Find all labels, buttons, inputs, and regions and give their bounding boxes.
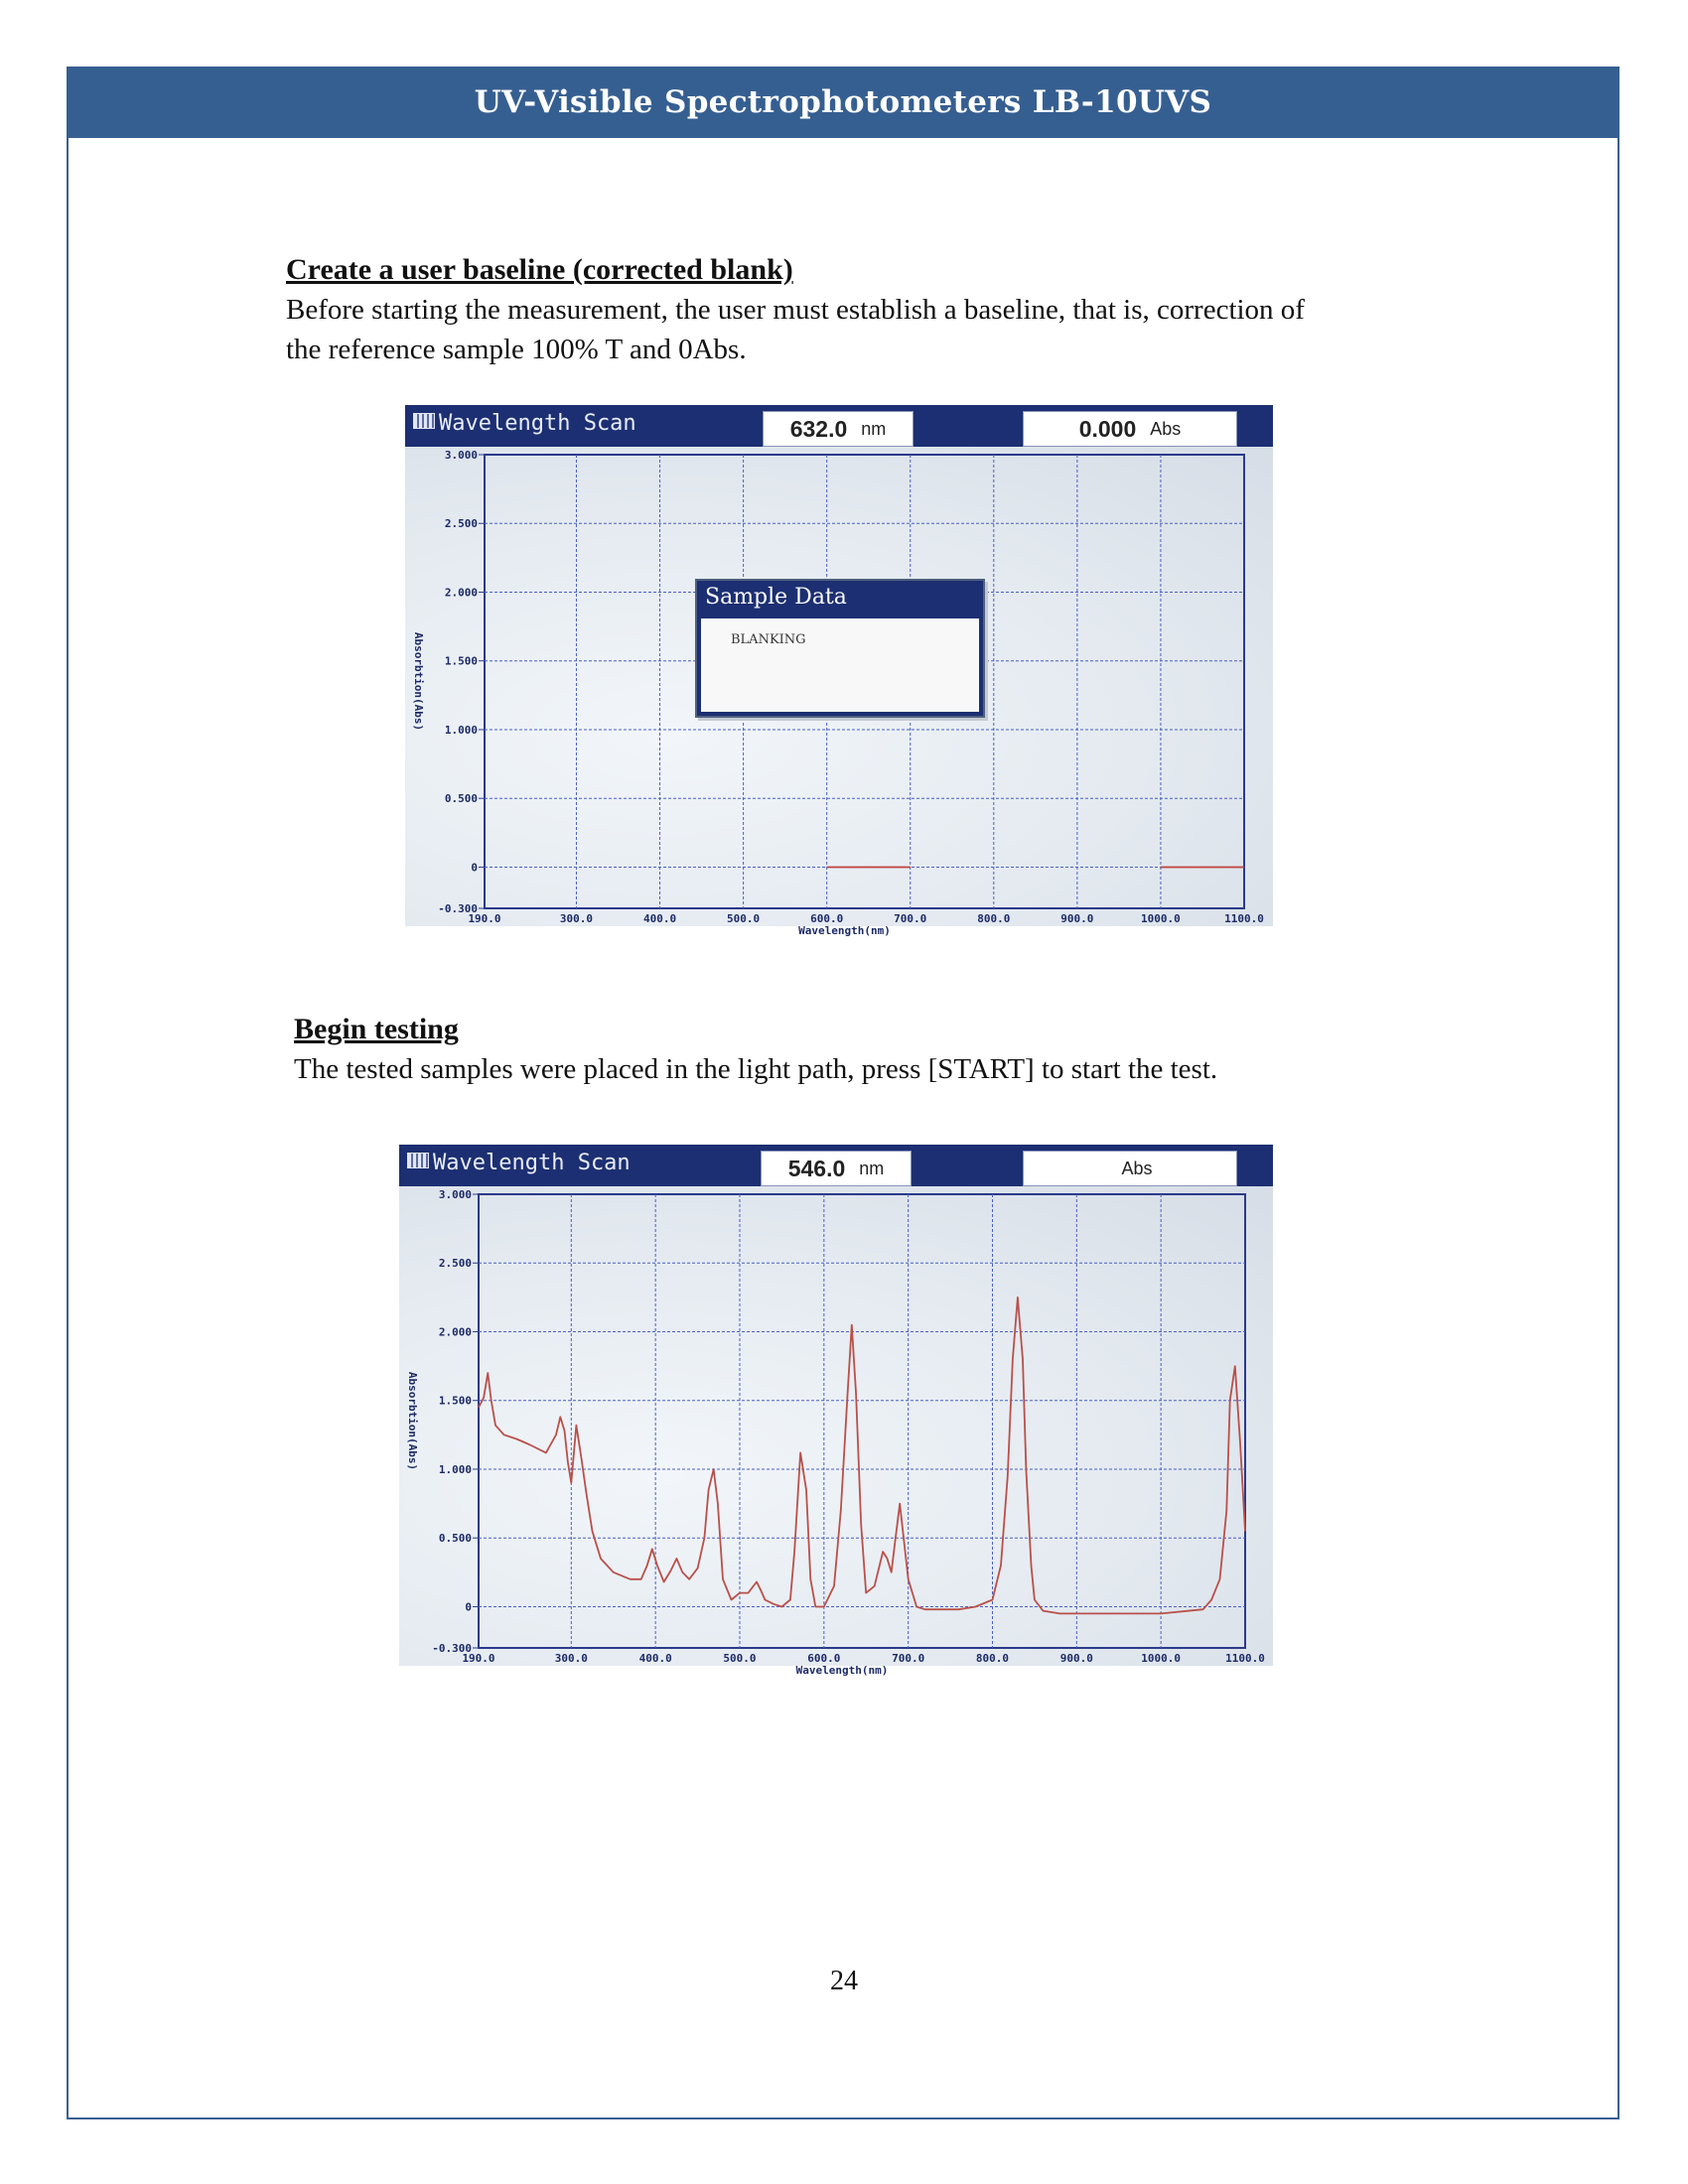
- y-tick-label: 0.500: [438, 1532, 472, 1546]
- x-axis-label: Wavelength(nm): [795, 1664, 889, 1677]
- x-tick-label: 900.0: [1060, 912, 1094, 925]
- section-testing-text: [294, 1049, 1217, 1089]
- dialog-body: [701, 618, 979, 712]
- y-tick-label: 2.000: [444, 586, 478, 600]
- y-tick-label: 0: [471, 861, 478, 875]
- x-tick-label: 400.0: [638, 1652, 672, 1665]
- x-tick-label: 1100.0: [1224, 912, 1264, 925]
- section-baseline-text: [286, 290, 1305, 369]
- dialog-status-text: BLANKING: [731, 632, 806, 647]
- screen-title-bar: [405, 405, 1273, 447]
- x-tick-label: 1000.0: [1141, 912, 1181, 925]
- window-title: Wavelength Scan: [413, 411, 636, 436]
- wavelength-value: 546.0: [787, 1155, 846, 1181]
- x-tick-label: 600.0: [810, 912, 844, 925]
- x-tick-label: 190.0: [462, 1652, 495, 1665]
- x-tick-label: 900.0: [1059, 1652, 1093, 1665]
- x-tick-label: 400.0: [642, 912, 677, 925]
- x-tick-label: 500.0: [727, 912, 761, 925]
- wavelength-scan-screen-baseline: [405, 405, 1273, 937]
- keyboard-icon: [413, 413, 435, 429]
- sample-data-dialog: [695, 579, 985, 718]
- x-tick-label: 500.0: [723, 1652, 757, 1665]
- screen-title-bar: [399, 1145, 1273, 1186]
- wavelength-value: 632.0: [789, 415, 848, 442]
- wavelength-readout: [761, 1151, 912, 1186]
- x-tick-label: 700.0: [894, 912, 927, 925]
- paragraph-line: the reference sample 100% T and 0Abs.: [286, 334, 747, 365]
- absorbance-unit: Abs: [1121, 1158, 1153, 1178]
- y-axis-label: Absorbtion(Abs): [406, 1371, 419, 1471]
- dialog-title: Sample Data: [705, 585, 847, 610]
- keyboard-icon: [407, 1153, 429, 1168]
- y-tick-label: 3.000: [438, 1188, 472, 1201]
- x-tick-label: 800.0: [977, 912, 1011, 925]
- wavelength-scan-screen-testing: [399, 1145, 1273, 1677]
- y-tick-label: 0: [465, 1600, 472, 1614]
- y-tick-label: 3.000: [444, 449, 478, 462]
- x-axis-label: Wavelength(nm): [798, 924, 891, 937]
- document-title: UV-Visible Spectrophotometers LB-10UVS: [474, 84, 1212, 120]
- x-tick-label: 600.0: [807, 1652, 841, 1665]
- y-tick-label: 1.000: [438, 1462, 472, 1476]
- wavelength-unit: nm: [861, 418, 887, 439]
- x-tick-label: 190.0: [468, 912, 501, 925]
- paragraph-line: Before starting the measurement, the user must establish a baseline, that is, correction of: [286, 294, 1305, 326]
- x-tick-label: 300.0: [559, 912, 594, 925]
- y-tick-label: -0.300: [432, 1642, 472, 1655]
- x-tick-label: 300.0: [554, 1652, 588, 1665]
- y-tick-label: 1.500: [444, 654, 478, 668]
- x-tick-label: 1000.0: [1141, 1652, 1182, 1665]
- window-title: Wavelength Scan: [407, 1151, 631, 1175]
- x-tick-label: 800.0: [975, 1652, 1010, 1665]
- page-border: [67, 67, 1619, 2119]
- x-tick-label: 1100.0: [1225, 1652, 1265, 1665]
- document-header: [67, 67, 1619, 138]
- y-axis-label: Absorbtion(Abs): [412, 631, 425, 732]
- spectrum-series-line: [479, 1297, 1245, 1614]
- paragraph-line: The tested samples were placed in the light path, press [START] to start the test.: [294, 1053, 1218, 1085]
- y-tick-label: 1.500: [438, 1394, 472, 1408]
- spectrum-chart-testing: [399, 1186, 1273, 1677]
- section-heading-baseline: Create a user baseline (corrected blank): [286, 253, 793, 286]
- absorbance-value: 0.000: [1078, 415, 1137, 442]
- wavelength-readout: [763, 411, 914, 447]
- absorbance-unit: Abs: [1150, 418, 1182, 439]
- plot-frame: [479, 1194, 1245, 1648]
- absorbance-readout: [1023, 411, 1237, 447]
- y-tick-label: 1.000: [444, 723, 478, 737]
- section-heading-testing: Begin testing: [294, 1013, 459, 1045]
- wavelength-unit: nm: [859, 1158, 885, 1178]
- y-tick-label: 2.500: [438, 1257, 472, 1271]
- page-number: 24: [830, 1966, 858, 1996]
- x-tick-label: 700.0: [892, 1652, 925, 1665]
- y-tick-label: 2.500: [444, 517, 478, 531]
- absorbance-readout: [1023, 1151, 1237, 1186]
- y-tick-label: -0.300: [438, 902, 478, 915]
- y-tick-label: 2.000: [438, 1325, 472, 1339]
- plot-area: [399, 1186, 1273, 1677]
- y-tick-label: 0.500: [444, 792, 478, 806]
